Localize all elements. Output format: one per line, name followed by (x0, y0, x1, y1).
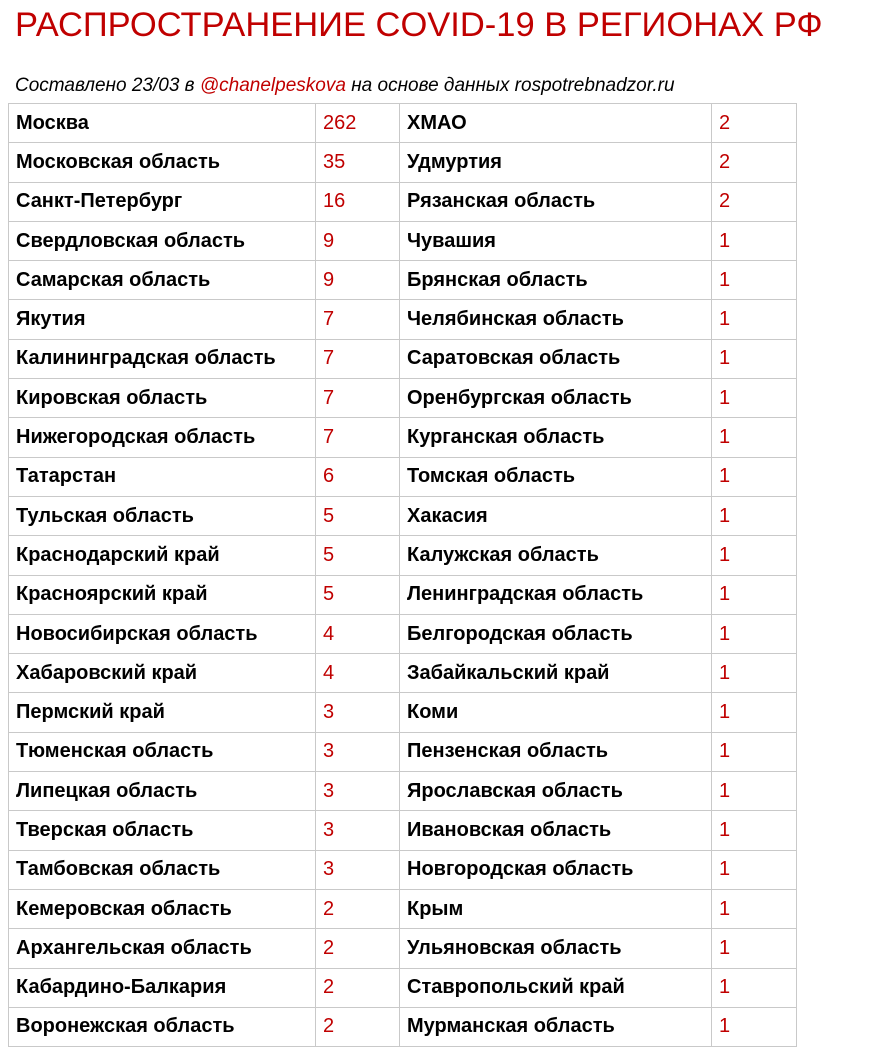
table-row (9, 811, 797, 850)
case-count: 5 (316, 496, 400, 535)
table-row (9, 968, 797, 1007)
region-name: Чувашия (400, 221, 712, 260)
case-count: 1 (712, 536, 797, 575)
table-row (9, 496, 797, 535)
region-name: Архангельская область (9, 929, 316, 968)
case-count: 1 (712, 772, 797, 811)
region-name: Татарстан (9, 457, 316, 496)
region-name: Тамбовская область (9, 850, 316, 889)
table-row (9, 850, 797, 889)
table-row (9, 143, 797, 182)
case-count: 1 (712, 300, 797, 339)
region-name: Челябинская область (400, 300, 712, 339)
case-count: 1 (712, 1007, 797, 1046)
table-row (9, 693, 797, 732)
table-row (9, 379, 797, 418)
region-name: Ивановская область (400, 811, 712, 850)
region-name: Нижегородская область (9, 418, 316, 457)
region-name: Ярославская область (400, 772, 712, 811)
author-handle: @chanelpeskova (199, 75, 346, 96)
region-name: Новосибирская область (9, 614, 316, 653)
region-name: Краснодарский край (9, 536, 316, 575)
case-count: 1 (712, 850, 797, 889)
table-row (9, 536, 797, 575)
table-row (9, 772, 797, 811)
region-name: Москва (9, 104, 316, 143)
case-count: 1 (712, 457, 797, 496)
region-name: ХМАО (400, 104, 712, 143)
case-count: 2 (712, 104, 797, 143)
region-name: Новгородская область (400, 850, 712, 889)
case-count: 4 (316, 614, 400, 653)
case-count: 1 (712, 614, 797, 653)
table-row (9, 654, 797, 693)
region-name: Удмуртия (400, 143, 712, 182)
case-count: 1 (712, 575, 797, 614)
case-count: 1 (712, 221, 797, 260)
region-name: Оренбургская область (400, 379, 712, 418)
case-count: 1 (712, 379, 797, 418)
case-count: 7 (316, 418, 400, 457)
region-name: Тверская область (9, 811, 316, 850)
regions-table-body (9, 104, 797, 1047)
case-count: 1 (712, 929, 797, 968)
table-row (9, 221, 797, 260)
region-name: Самарская область (9, 261, 316, 300)
table-row (9, 1007, 797, 1046)
region-name: Санкт-Петербург (9, 182, 316, 221)
case-count: 16 (316, 182, 400, 221)
case-count: 1 (712, 654, 797, 693)
case-count: 3 (316, 850, 400, 889)
region-name: Ульяновская область (400, 929, 712, 968)
case-count: 3 (316, 772, 400, 811)
case-count: 1 (712, 968, 797, 1007)
region-name: Воронежская область (9, 1007, 316, 1046)
case-count: 1 (712, 693, 797, 732)
region-name: Саратовская область (400, 339, 712, 378)
case-count: 2 (316, 1007, 400, 1046)
region-name: Хабаровский край (9, 654, 316, 693)
case-count: 3 (316, 811, 400, 850)
region-name: Кабардино-Балкария (9, 968, 316, 1007)
case-count: 262 (316, 104, 400, 143)
region-name: Крым (400, 889, 712, 928)
case-count: 7 (316, 300, 400, 339)
region-name: Мурманская область (400, 1007, 712, 1046)
case-count: 1 (712, 811, 797, 850)
subtitle-prefix: Составлено 23/03 в (15, 75, 200, 96)
page-title: РАСПРОСТРАНЕНИЕ COVID-19 В РЕГИОНАХ РФ (15, 6, 823, 44)
case-count: 1 (712, 339, 797, 378)
case-count: 9 (316, 221, 400, 260)
case-count: 7 (316, 339, 400, 378)
table-row (9, 889, 797, 928)
table-row (9, 614, 797, 653)
region-name: Калужская область (400, 536, 712, 575)
case-count: 9 (316, 261, 400, 300)
case-count: 35 (316, 143, 400, 182)
region-name: Томская область (400, 457, 712, 496)
region-name: Ставропольский край (400, 968, 712, 1007)
region-name: Тюменская область (9, 732, 316, 771)
subtitle-suffix: на основе данных rospotrebnadzor.ru (345, 75, 675, 96)
table-row (9, 929, 797, 968)
table-row (9, 418, 797, 457)
table-row (9, 261, 797, 300)
table-row (9, 575, 797, 614)
case-count: 1 (712, 261, 797, 300)
table-row (9, 732, 797, 771)
case-count: 2 (316, 929, 400, 968)
subtitle (15, 75, 675, 97)
case-count: 4 (316, 654, 400, 693)
region-name: Кировская область (9, 379, 316, 418)
region-name: Московская область (9, 143, 316, 182)
region-name: Рязанская область (400, 182, 712, 221)
region-name: Свердловская область (9, 221, 316, 260)
table-row (9, 339, 797, 378)
region-name: Пермский край (9, 693, 316, 732)
case-count: 2 (712, 143, 797, 182)
region-name: Хакасия (400, 496, 712, 535)
table-row (9, 457, 797, 496)
case-count: 1 (712, 418, 797, 457)
case-count: 3 (316, 732, 400, 771)
region-name: Курганская область (400, 418, 712, 457)
case-count: 2 (316, 889, 400, 928)
region-name: Липецкая область (9, 772, 316, 811)
case-count: 7 (316, 379, 400, 418)
table-row (9, 104, 797, 143)
case-count: 1 (712, 732, 797, 771)
region-name: Белгородская область (400, 614, 712, 653)
table-row (9, 182, 797, 221)
case-count: 1 (712, 889, 797, 928)
table-row (9, 300, 797, 339)
case-count: 1 (712, 496, 797, 535)
case-count: 5 (316, 536, 400, 575)
region-name: Красноярский край (9, 575, 316, 614)
region-name: Ленинградская область (400, 575, 712, 614)
case-count: 2 (316, 968, 400, 1007)
region-name: Пензенская область (400, 732, 712, 771)
case-count: 6 (316, 457, 400, 496)
region-name: Калининградская область (9, 339, 316, 378)
case-count: 2 (712, 182, 797, 221)
case-count: 5 (316, 575, 400, 614)
regions-table (8, 103, 797, 1047)
region-name: Брянская область (400, 261, 712, 300)
region-name: Якутия (9, 300, 316, 339)
region-name: Кемеровская область (9, 889, 316, 928)
region-name: Тульская область (9, 496, 316, 535)
case-count: 3 (316, 693, 400, 732)
region-name: Коми (400, 693, 712, 732)
region-name: Забайкальский край (400, 654, 712, 693)
